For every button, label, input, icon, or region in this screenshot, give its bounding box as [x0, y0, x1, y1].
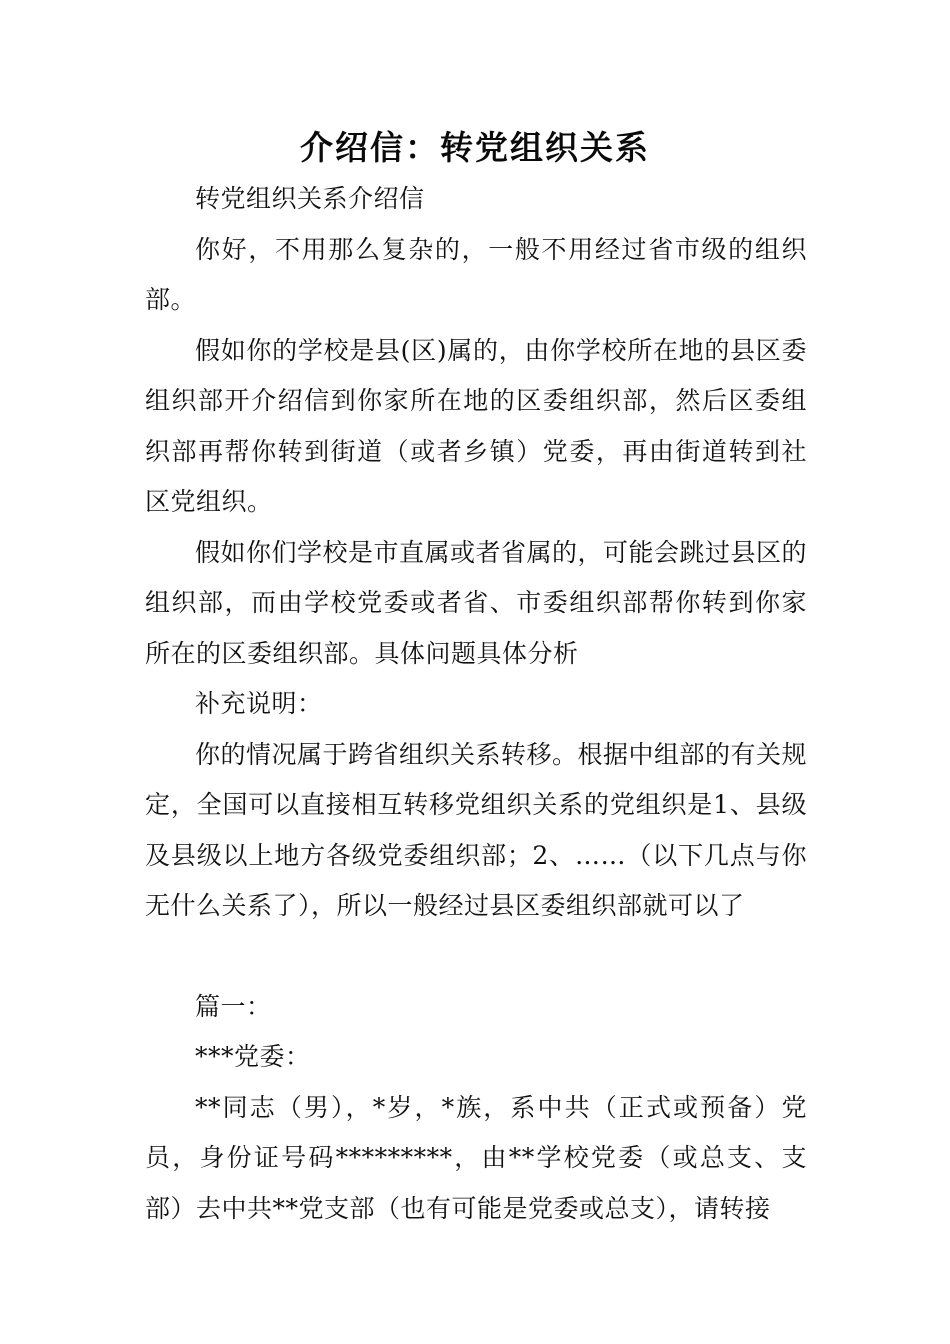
- paragraph-supplement-body: 你的情况属于跨省组织关系转移。根据中组部的有关规定，全国可以直接相互转移党组织关系的党组织是1、县级及县级以上地方各级党委组织部；2、……（以下几点与你无什么关系了），所以一般经过县区委组织部就可以了: [145, 739, 808, 920]
- section-spacer: [145, 932, 807, 982]
- document-body: [145, 174, 807, 1234]
- paragraph-letter-heading: 转党组织关系介绍信: [195, 184, 425, 213]
- paragraph-county-school: 假如你的学校是县(区)属的，由你学校所在地的县区委组织部开介绍信到你家所在地的区委组织部，然后区委组织部再帮你转到街道（或者乡镇）党委，再由街道转到社区党组织。: [145, 335, 807, 516]
- section-addressee: ***党委：: [195, 1042, 311, 1071]
- section-body: **同志（男），*岁，*族，系中共（正式或预备）党员，身份证号码*********，由**学校党委（或总支、支部）去中共**党支部（也有可能是党委或总支），请转接: [145, 1092, 807, 1223]
- paragraph-supplement-label: 补充说明：: [195, 689, 323, 718]
- document-title: 介绍信：转党组织关系: [300, 128, 650, 167]
- paragraph-greeting: 你好，不用那么复杂的，一般不用经过省市级的组织部。: [145, 234, 807, 314]
- section-heading: 篇一：: [195, 991, 272, 1021]
- paragraph-city-school: 假如你们学校是市直属或者省属的，可能会跳过县区的组织部，而由学校党委或者省、市委组织部帮你转到你家所在的区委组织部。具体问题具体分析: [145, 537, 808, 668]
